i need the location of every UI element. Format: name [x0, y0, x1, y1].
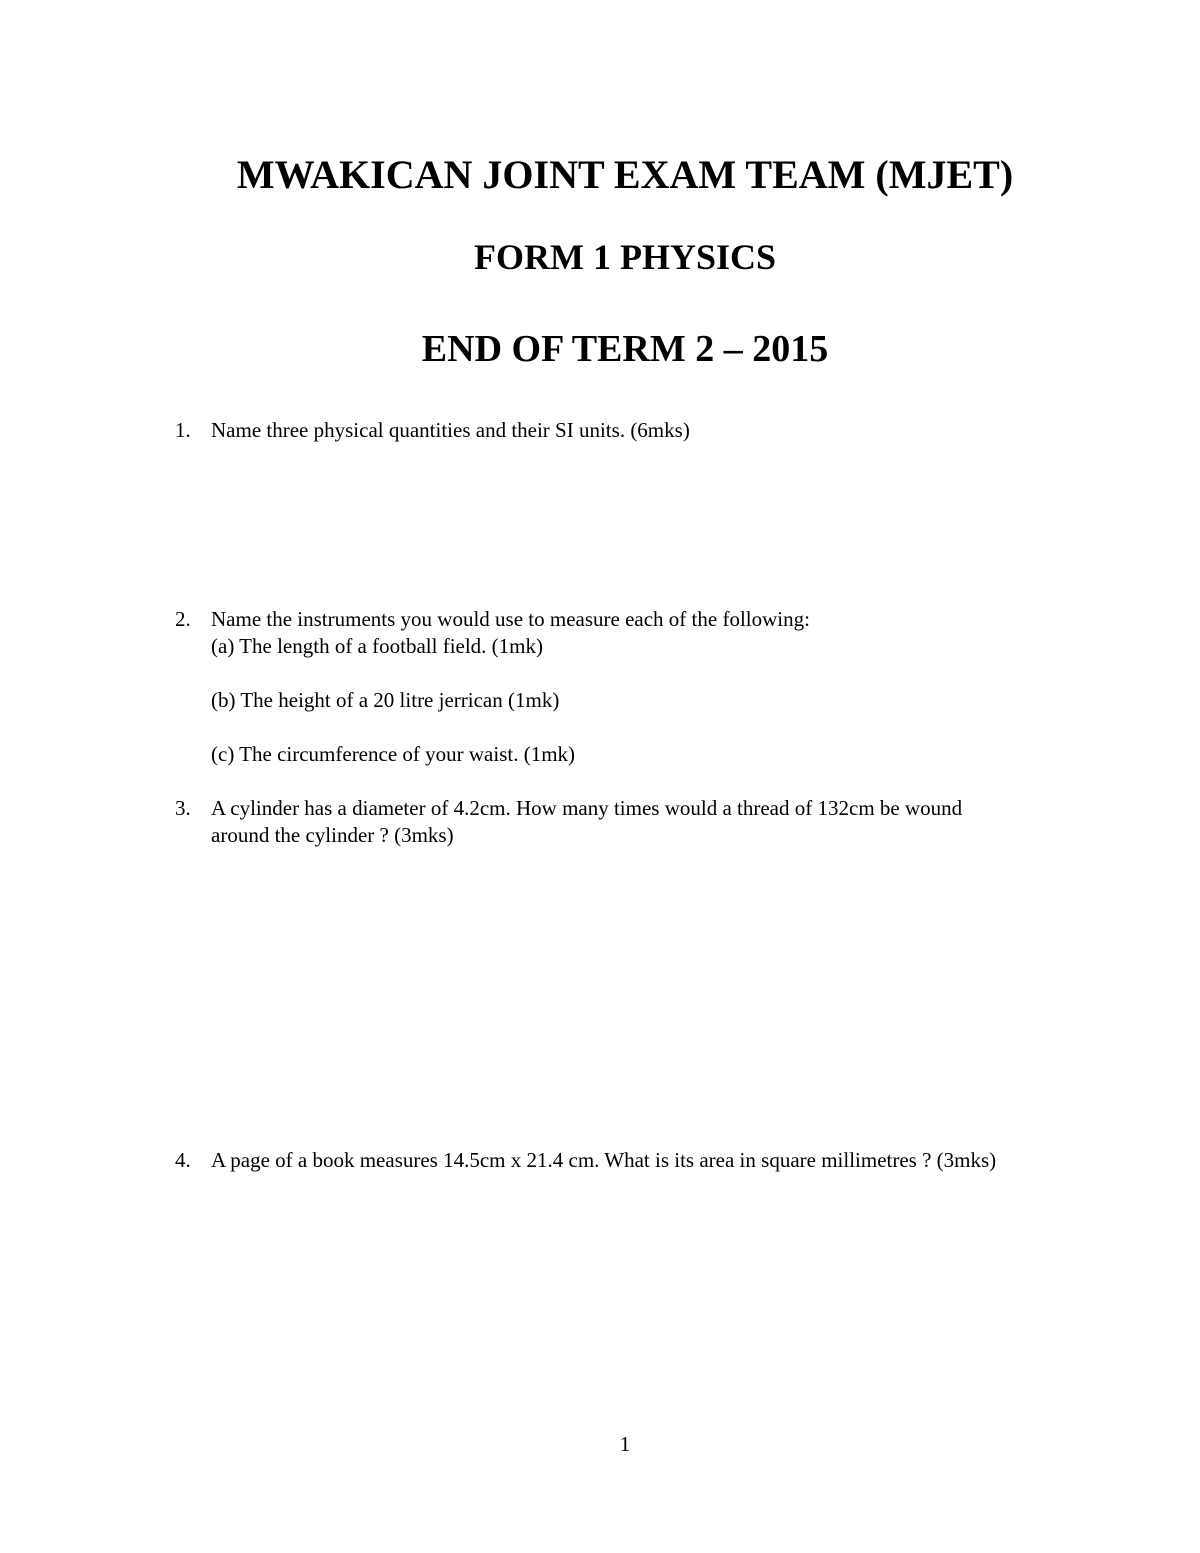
- question-3-text-line-2: around the cylinder ? (3mks): [211, 823, 454, 847]
- question-4-number: 4.: [175, 1148, 191, 1172]
- page-number: 1: [619, 1432, 631, 1456]
- exam-subject-title: FORM 1 PHYSICS: [473, 237, 776, 277]
- exam-organization-title: MWAKICAN JOINT EXAM TEAM (MJET): [236, 152, 1014, 197]
- question-1-text: Name three physical quantities and their SI units. (6mks): [211, 418, 690, 442]
- question-2-part-a: (a) The length of a football field. (1mk): [211, 634, 544, 658]
- question-4-text: A page of a book measures 14.5cm x 21.4 cm. What is its area in square millimetres ? (3mks): [211, 1148, 997, 1172]
- question-1-number: 1.: [175, 418, 191, 442]
- question-2-text: Name the instruments you would use to measure each of the following:: [211, 607, 810, 631]
- exam-term-title: END OF TERM 2 – 2015: [421, 328, 829, 370]
- question-3-text-line-1: A cylinder has a diameter of 4.2cm. How many times would a thread of 132cm be wound: [211, 796, 963, 820]
- question-3-number: 3.: [175, 796, 191, 820]
- question-2-number: 2.: [175, 607, 191, 631]
- question-2-part-b: (b) The height of a 20 litre jerrican (1mk): [211, 688, 560, 712]
- question-2-part-c: (c) The circumference of your waist. (1mk): [211, 742, 576, 766]
